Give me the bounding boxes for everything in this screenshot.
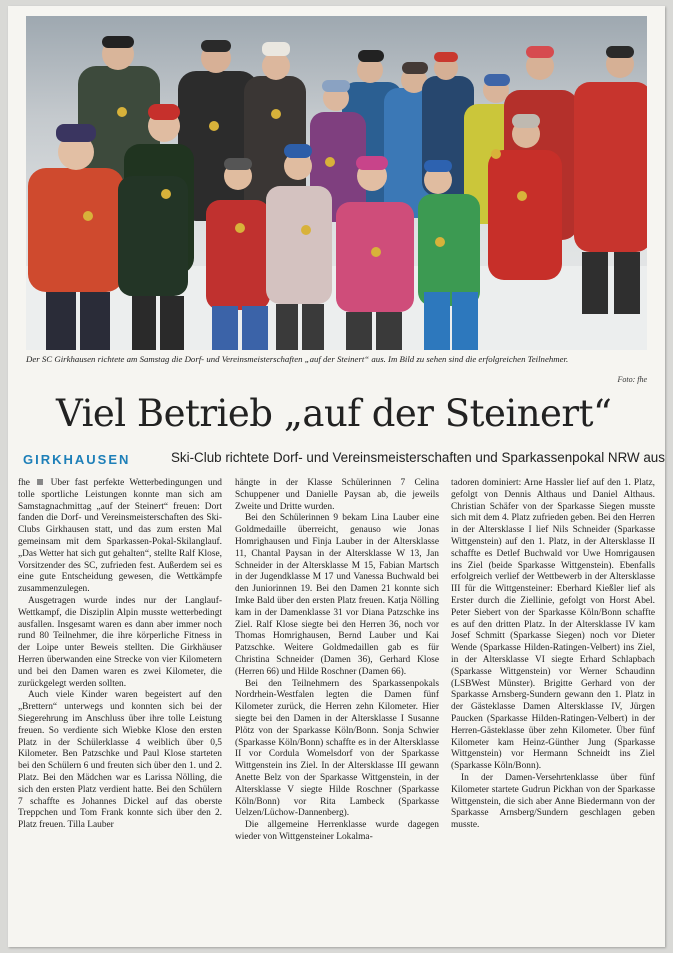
paragraph-text: Über fast perfekte Wetterbedingungen und tolle sportliche Leistungen konnte man sich am Samstagnachmittag „auf der Steinert“ freuen: Dort fanden die Dorf- und Vereinsmeisterschaften des Ski-Clubs Girkhausen statt, und das zum ersten Mal gemeinsam mit dem Sparkassen-Pokal-Skilanglauf. „Das Wetter hat sich gut gehalten“, stellte Ralf Klose, Vorsitzender des SC, zufrieden fest. Außerdem sei es eine gute Entscheidung gewesen, die Wettkämpfe zusammenzulegen. [18,478,222,595]
paragraph: tadoren dominiert: Arne Hassler lief auf den 1. Platz, gefolgt von Dennis Althaus und Daniel Althaus. Christian Schäfer von der Sparkasse Siegen musste sich mit dem 4. Platz zufrieden geben. Bei den Herren in der Altersklasse I lief Nils Schneider (Sparkasse Wittgenstein) auf den 1. Platz, in der Altersklasse II schaffte es Detlef Buchwald vor Uwe Homrigausen ins Ziel (beide Sparkasse Wittgenstein). Ebenfalls erfolgreich verlief der Wettbewerb in der Altersklasse III für die Wittgensteiner: Eberhard Kießler lief als Erster durch die Ziellinie, gefolgt von Horst Abel. Peter Siebert von der Sparkasse Köln/Bonn schaffte es auf den dritten Platz. In der Altersklasse IV kam Josef Schmitt (Sparkasse Siegen) noch vor Dieter Wende (Sparkasse Hilden-Ratingen-Velbert) ins Ziel, in der Altersklasse VI siegte Erhard Schlapbach (Sparkasse Wittgenstein) vor Werner Schaudinn (LSBWest Münster). Brigitte Gerhard von der Sparkasse Arnsberg-Sundern gewann den 1. Platz in der Gästeklasse Damen Altersklasse IV, Jürgen Paucken (Sparkasse Hilden-Ratingen-Velbert) in der Herren-Gästeklasse über zehn Kilometer. Über fünf Kilometer kam Heinz-Günther Jung (Sparkasse Wittgenstein) vor Hermann Schneidt ins Ziel (Sparkasse Köln/Bonn). [451,478,655,772]
photo-illustration [26,16,647,350]
article-column-1 [18,478,222,942]
article-column-3 [451,478,655,942]
author-initials: fhe [18,478,30,488]
paragraph: Bei den Teilnehmern des Sparkassenpokals Nordrhein-Westfalen legten die Damen fünf Kilometer zurück, die Herren zehn Kilometer. Hier siegte bei den Damen in der Altersklasse I Susanne Plötz von der Sparkasse Köln/Bonn. Sonja Schwier (Sparkasse Köln/Bonn) schaffte es in der Altersklasse II vor Cordula Womelsdorf von der Sparkasse Wittgenstein ins Ziel. In der Altersklasse III gewann Anette Belz von der Sparkasse Wittgenstein, in der Altersklasse V siegte Hilde Roschner (Sparkasse Köln/Bonn) vor Rita Lambeck (Sparkasse Uelzen/Lüchow-Dannenberg). [235,678,439,819]
paragraph: In der Damen-Versehrtenklasse über fünf Kilometer startete Gudrun Pickhan von der Sparkasse Wittgenstein, die sich aber Anne Biedermann von der Sparkasse Arnsberg/Sundern geschlagen geben musste. [451,772,655,831]
paragraph: Bei den Schülerinnen 9 bekam Lina Lauber eine Goldmedaille überreicht, genauso wie Jonas Homrighausen und Finja Lauber in der Altersklasse 11, Chantal Paysan in der Altersklasse W 13, Jan Schneider in der Altersklasse M 15, Fabian Martsch in der Jugendklasse M 17 und Vanessa Buchwald bei den Juniorinnen 19. Bei den Damen 21 konnte sich Imke Bald über den ersten Platz freuen. Katja Nölling kam in der Damenklasse 31 vor Diana Patzschke ins Ziel. Ralf Klose siegte bei den Herren 36, noch vor Thomas Homrighausen, Bernd Lauber und Kai Patzschke. Weitere Goldmedaillen gab es für Christina Schneider (Damen 36), Gerhard Klose (Herren 66) und Hilde Roschner (Damen 66). [235,513,439,677]
dateline: GIRKHAUSEN [23,452,131,467]
newspaper-page [8,6,665,947]
article-column-2 [235,478,439,942]
lead-paragraph [18,478,222,596]
photo-credit: Foto: fhe [617,375,647,384]
paragraph: hängte in der Klasse Schülerinnen 7 Celina Schuppener und Danielle Paysan ab, die jeweils Zweite und Dritte wurden. [235,478,439,512]
photo-caption: Der SC Girkhausen richtete am Samstag die Dorf- und Vereinsmeisterschaften „auf der Steinert“ aus. Im Bild zu sehen sind die erfolgreichen Teilnehmer. [26,354,569,364]
paragraph: Auch viele Kinder waren begeistert auf den „Brettern“ unterwegs und konnten sich bei der Siegerehrung im Anschluss über ihre tolle Leistung freuen. So verdiente sich Wiebke Klose den ersten Platz in der Schülerklasse 4 weiblich über 0,5 Kilometer. Ben Patzschke und Paul Klose starteten bei den Schülern 6 und freuten sich über den 1. und 2. Platz. Bei den Mädchen war es Larissa Nölling, die sich den ersten Platz verdient hatte. Bei den Schülern 7 schaffte es Johannes Dickel auf das oberste Treppchen und Tom Frank konnte sich über den 2. Platz freuen. Tilla Lauber [18,690,222,831]
paragraph: Die allgemeine Herrenklasse wurde dagegen wieder von Wittgensteiner Lokalma- [235,820,439,842]
article-subheadline: Ski-Club richtete Dorf- und Vereinsmeisterschaften und Sparkassenpokal NRW aus [171,450,665,465]
author-marker-icon [37,479,43,485]
paragraph: Ausgetragen wurde indes nur der Langlauf-Wettkampf, die Disziplin Alpin musste wetterbedingt ausfallen. Insgesamt waren es dann aber immer noch rund 80 Teilnehmer, die ihre körperliche Fitness in der Loipe unter Beweis stellten. Die Girkhäuser Herren überwanden eine Strecke von vier Kilometern und bei den Damen waren es zwei Kilometer, die zurückgelegt werden sollten. [18,595,222,689]
article-headline: Viel Betrieb „auf der Steinert“ [56,392,612,435]
group-photo [26,16,647,350]
